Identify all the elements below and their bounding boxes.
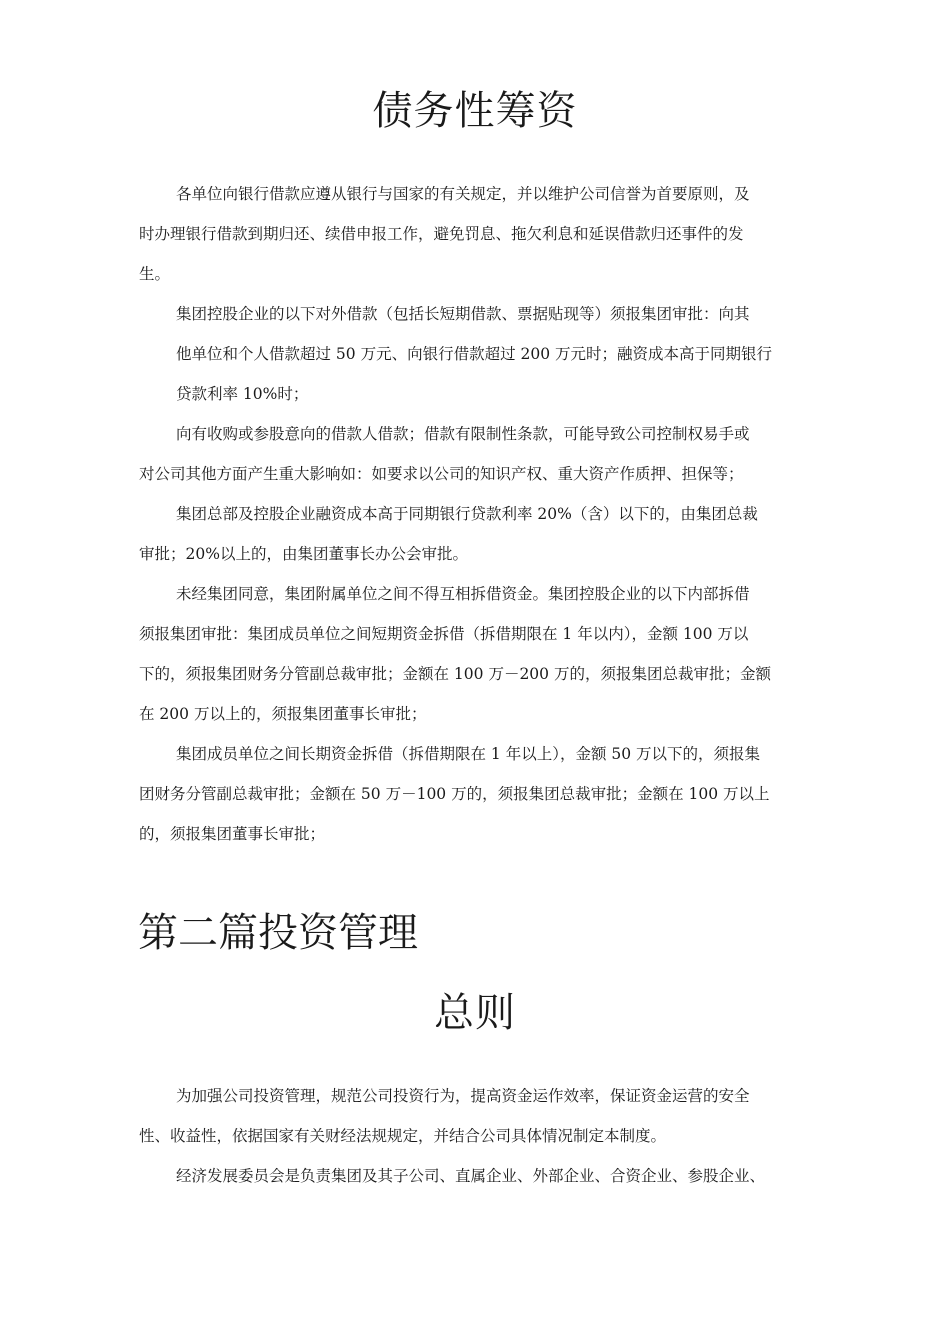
paragraph-line: 向有收购或参股意向的借款人借款；借款有限制性条款，可能导致公司控制权易手或 bbox=[176, 425, 750, 443]
paragraph-line: 各单位向银行借款应遵从银行与国家的有关规定，并以维护公司信誉为首要原则，及 bbox=[176, 185, 750, 203]
paragraph-line: 为加强公司投资管理，规范公司投资行为，提高资金运作效率，保证资金运营的安全 bbox=[176, 1087, 750, 1105]
paragraph-line: 集团成员单位之间长期资金拆借（拆借期限在 1 年以上），金额 50 万以下的，须报集 bbox=[176, 745, 761, 763]
paragraph-line: 的，须报集团董事长审批； bbox=[139, 825, 326, 843]
paragraph-line: 时办理银行借款到期归还、续借申报工作，避免罚息、拖欠利息和延误借款归还事件的发 bbox=[139, 225, 744, 243]
paragraph-line: 集团控股企业的以下对外借款（包括长短期借款、票据贴现等）须报集团审批：向其 bbox=[176, 305, 750, 323]
paragraph-line: 在 200 万以上的，须报集团董事长审批； bbox=[139, 705, 427, 723]
chapter-title: 总则 bbox=[434, 990, 516, 1036]
section-title: 债务性筹资 bbox=[372, 88, 578, 134]
paragraph-line: 性、收益性，依据国家有关财经法规规定，并结合公司具体情况制定本制度。 bbox=[139, 1127, 667, 1145]
paragraph-line: 团财务分管副总裁审批；金额在 50 万－100 万的，须报集团总裁审批；金额在 100 万以上 bbox=[139, 785, 770, 803]
paragraph-line: 审批；20%以上的，由集团董事长办公会审批。 bbox=[139, 545, 468, 563]
paragraph-4 bbox=[139, 494, 819, 574]
paragraph-line: 经济发展委员会是负责集团及其子公司、直属企业、外部企业、合资企业、参股企业、 bbox=[176, 1167, 766, 1185]
paragraph-line: 生。 bbox=[139, 265, 171, 283]
paragraph-line: 未经集团同意，集团附属单位之间不得互相拆借资金。集团控股企业的以下内部拆借 bbox=[176, 585, 750, 603]
paragraph-7 bbox=[139, 1076, 819, 1156]
paragraph-line: 贷款利率 10%时； bbox=[176, 385, 309, 403]
paragraph-1 bbox=[139, 174, 819, 294]
paragraph-2 bbox=[139, 294, 819, 414]
paragraph-5 bbox=[139, 574, 819, 734]
paragraph-line: 集团总部及控股企业融资成本高于同期银行贷款利率 20%（含）以下的，由集团总裁 bbox=[176, 505, 758, 523]
paragraph-6 bbox=[139, 734, 819, 854]
paragraph-line: 下的，须报集团财务分管副总裁审批；金额在 100 万－200 万的，须报集团总裁审批；金额 bbox=[139, 665, 771, 683]
paragraph-3 bbox=[139, 414, 819, 494]
paragraph-line: 他单位和个人借款超过 50 万元、向银行借款超过 200 万元时；融资成本高于同期银行 bbox=[176, 345, 773, 363]
paragraph-8 bbox=[139, 1156, 819, 1196]
part-title: 第二篇投资管理 bbox=[138, 910, 418, 956]
paragraph-line: 对公司其他方面产生重大影响如：如要求以公司的知识产权、重大资产作质押、担保等； bbox=[139, 465, 744, 483]
paragraph-line: 须报集团审批：集团成员单位之间短期资金拆借（拆借期限在 1 年以内），金额 100 万以 bbox=[139, 625, 749, 643]
